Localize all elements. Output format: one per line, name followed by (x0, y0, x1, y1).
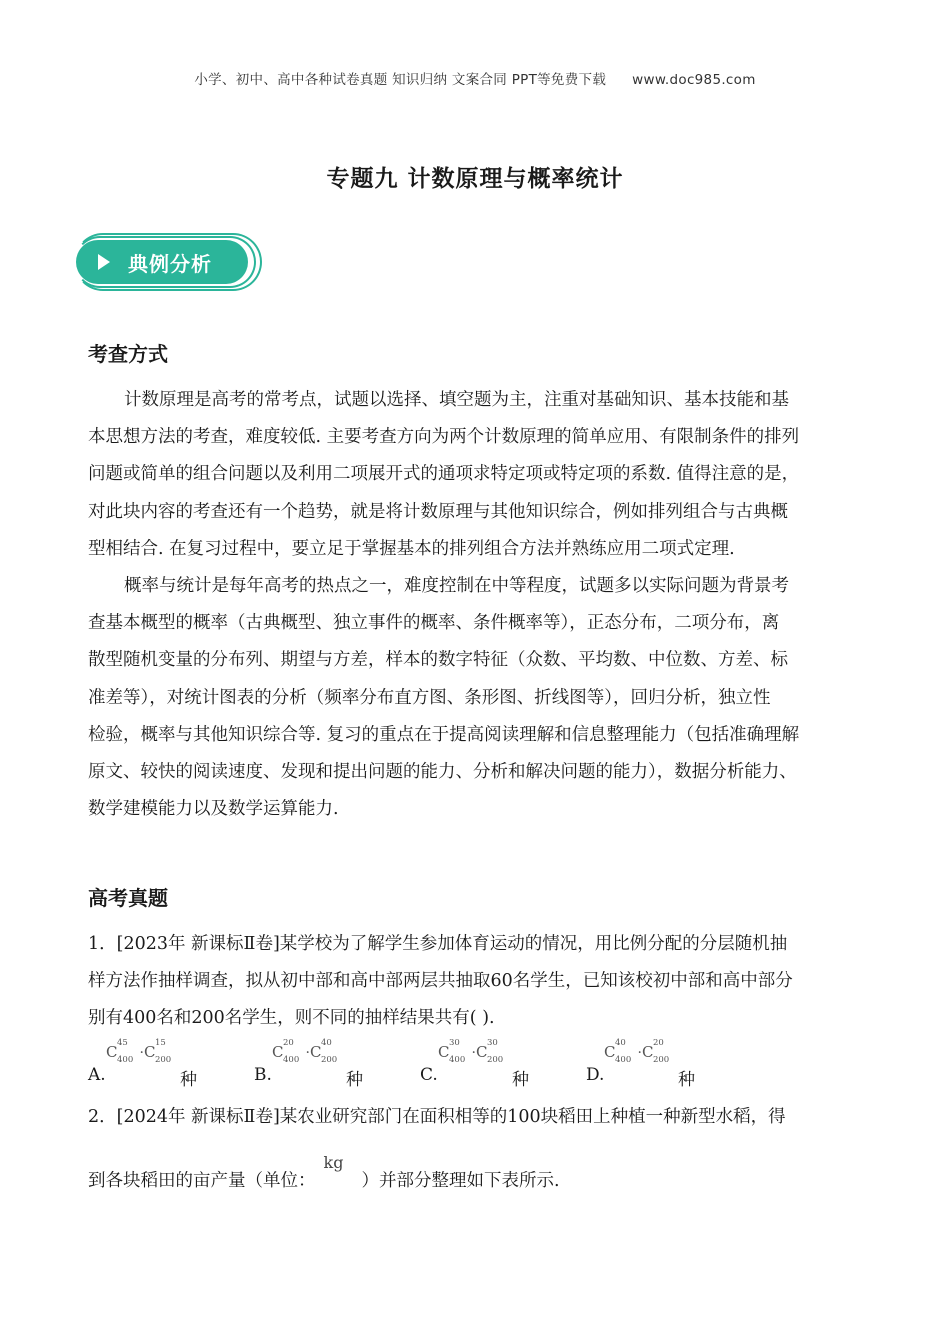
play-icon (98, 254, 110, 270)
text-line: 概率与统计是每年高考的热点之一，难度控制在中等程度，试题多以实际问题为背景考 (124, 576, 789, 596)
option-unit: 种 (678, 1070, 695, 1090)
option-letter: D. (586, 1065, 605, 1085)
header-site-link[interactable]: www.doc985.com (632, 72, 756, 88)
paragraph-counting-principle (88, 382, 862, 568)
question-1-options (88, 1038, 788, 1090)
text-line: 样方法作抽样调查，拟从初中部和高中部两层共抽取60名学生，已知该校初中部和高中部分 (88, 971, 793, 991)
unit-kg: kg (323, 1153, 344, 1172)
text-line: 1．[2023年 新课标Ⅱ卷]某学校为了解学生参加体育运动的情况，用比例分配的分层随机抽 (88, 934, 788, 954)
option-letter: B. (254, 1065, 272, 1085)
text-fragment: 到各块稻田的亩产量（单位： (88, 1171, 316, 1191)
text-line: 计数原理是高考的常考点，试题以选择、填空题为主，注重对基础知识、基本技能和基 (124, 390, 789, 410)
text-line: 2．[2024年 新课标Ⅱ卷]某农业研究部门在面积相等的100块稻田上种植一种新型水稻，得 (88, 1107, 786, 1127)
combination-expression: C 40 400 ·C 20 200 (604, 1038, 670, 1065)
option-unit: 种 (512, 1070, 529, 1090)
section-heading-exam-style: 考查方式 (88, 342, 168, 366)
combination-expression: C 20 400 ·C 40 200 (272, 1038, 338, 1065)
text-line: 查基本概型的概率（古典概型、独立事件的概率、条件概率等），正态分布，二项分布，离 (88, 613, 780, 634)
text-line: 原文、较快的阅读速度、发现和提出问题的能力、分析和解决问题的能力），数据分析能力、 (88, 762, 797, 783)
badge-label: 典例分析 (128, 252, 212, 276)
text-line: 检验，概率与其他知识综合等. 复习的重点在于提高阅读理解和信息整理能力（包括准确理解 (88, 724, 800, 745)
text-line: 本思想方法的考查，难度较低. 主要考查方向为两个计数原理的简单应用、有限制条件的排列 (88, 427, 800, 448)
option-letter: A. (88, 1065, 106, 1085)
text-line: 别有400名和200名学生，则不同的抽样结果共有( ). (88, 1008, 495, 1028)
question-1 (88, 926, 862, 1037)
text-line: 准差等），对统计图表的分析（频率分布直方图、条形图、折线图等），回归分析，独立性 (88, 687, 771, 708)
text-line: 数学建模能力以及数学运算能力. (88, 799, 339, 820)
text-line: 对此块内容的考查还有一个趋势，就是将计数原理与其他知识综合，例如排列组合与古典概 (88, 501, 788, 522)
question-2-line-2 (88, 1153, 862, 1200)
page-header (0, 68, 950, 88)
text-line: 问题或简单的组合问题以及利用二项展开式的通项求特定项或特定项的系数. 值得注意的是， (88, 464, 800, 485)
text-line: 型相结合. 在复习过程中，要立足于掌握基本的排列组合方法并熟练应用二项式定理. (88, 538, 735, 559)
text-fragment: ）并部分整理如下表所示. (361, 1171, 560, 1191)
combination-expression: C 30 400 ·C 30 200 (438, 1038, 504, 1065)
option-unit: 种 (346, 1070, 363, 1090)
header-text: 小学、初中、高中各种试卷真题 知识归纳 文案合同 PPT等免费下载 (194, 72, 607, 88)
section-badge (74, 234, 260, 292)
section-heading-real-exams: 高考真题 (88, 886, 168, 910)
combination-expression: C 45 400 ·C 15 200 (106, 1038, 172, 1065)
option-letter: C. (420, 1065, 438, 1085)
option-unit: 种 (180, 1070, 197, 1090)
text-line: 散型随机变量的分布列、期望与方差，样本的数字特征（众数、平均数、中位数、方差、标 (88, 650, 788, 671)
paragraph-probability-statistics (88, 568, 862, 828)
page-title: 专题九 计数原理与概率统计 (326, 166, 624, 192)
question-2 (88, 1099, 862, 1136)
